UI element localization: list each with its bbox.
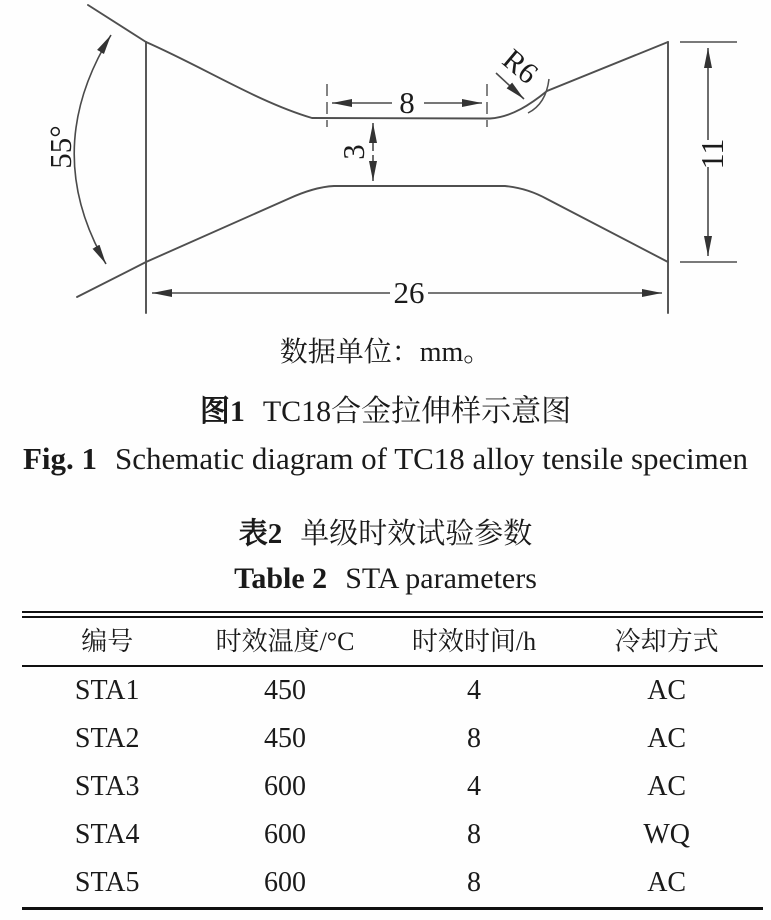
header-aging-temperature: 时效温度/°C: [215, 626, 355, 656]
dim-gauge-length-label: 8: [399, 85, 415, 120]
cell-cooling-method: AC: [647, 771, 687, 802]
table-title-en-label: Table 2: [234, 562, 328, 595]
table-row: [22, 763, 763, 811]
tensile-specimen-diagram: [0, 0, 771, 320]
cell-aging-temperature: 600: [264, 819, 307, 850]
table-row: [22, 811, 763, 859]
table-title-cn: [0, 511, 771, 552]
header-aging-time: 时效时间/h: [411, 626, 537, 656]
figure-caption-cn: [0, 386, 771, 430]
dim-fillet-radius-label: R6: [496, 42, 545, 91]
figure-caption-en: [0, 441, 771, 477]
shoulder-angle-arc: [74, 35, 111, 264]
table-row: [22, 859, 763, 907]
cell-specimen-no: STA4: [74, 819, 140, 850]
figure-caption-cn-label: 图1: [199, 395, 245, 428]
cell-specimen-no: STA1: [74, 675, 140, 706]
cell-aging-time: 4: [467, 675, 481, 706]
cell-specimen-no: STA5: [74, 867, 140, 898]
dim-grip-width-label: 11: [694, 138, 730, 170]
cell-cooling-method: AC: [647, 723, 687, 754]
cell-specimen-no: STA3: [74, 771, 140, 802]
header-specimen-no: 编号: [81, 626, 134, 656]
cell-aging-temperature: 600: [264, 771, 307, 802]
figure-caption-en-label: Fig. 1: [22, 441, 97, 476]
cell-aging-temperature: 450: [264, 723, 307, 754]
table-title-cn-label: 表2: [238, 518, 283, 550]
figure-caption-en-text: Schematic diagram of TC18 alloy tensile specimen: [115, 441, 749, 476]
header-cooling-method: 冷却方式: [614, 626, 719, 656]
table-row: [22, 667, 763, 715]
table-header-row: [22, 618, 763, 667]
cell-cooling-method: AC: [647, 867, 687, 898]
cell-aging-time: 8: [467, 867, 481, 898]
dim-gauge-width-label: 3: [336, 144, 371, 160]
table-title-en-text: STA parameters: [345, 562, 537, 595]
table-row: [22, 715, 763, 763]
table-title-cn-text: 单级时效试验参数: [300, 518, 533, 550]
cell-aging-time: 8: [467, 819, 481, 850]
cell-cooling-method: WQ: [643, 819, 690, 850]
dim-total-length-label: 26: [393, 275, 425, 310]
cell-specimen-no: STA2: [74, 723, 140, 754]
specimen-bottom-edge: [77, 186, 668, 297]
cell-aging-time: 8: [467, 723, 481, 754]
cell-aging-time: 4: [467, 771, 481, 802]
dim-shoulder-angle-label: 55°: [43, 125, 78, 169]
sta-parameters-table: [22, 611, 763, 910]
unit-note: 数据单位：mm。: [279, 337, 492, 368]
cell-cooling-method: AC: [647, 675, 687, 706]
cell-aging-temperature: 450: [264, 675, 307, 706]
fillet-radius-arc: [528, 79, 549, 113]
figure-caption-cn-text: TC18合金拉伸样示意图: [262, 395, 572, 428]
shoulder-angle-construction-line: [88, 5, 146, 42]
cell-aging-temperature: 600: [264, 867, 307, 898]
table-title-en: [0, 562, 771, 596]
